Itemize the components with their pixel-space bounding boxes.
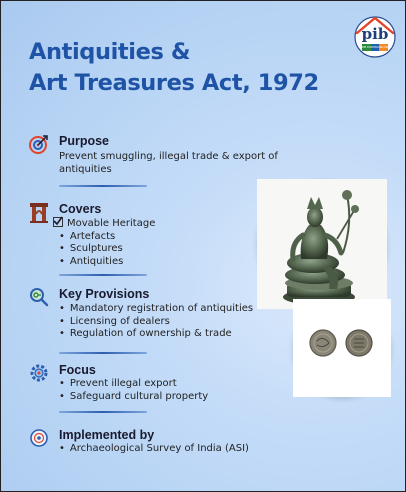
title-line-1: Antiquities &: [29, 39, 191, 65]
purpose-text: [59, 151, 278, 176]
divider: [59, 411, 147, 413]
pib-logo: [353, 13, 397, 59]
statue-image: [257, 179, 387, 309]
covers-item: • Sculptures: [59, 243, 155, 256]
page-title: [29, 37, 319, 99]
checkbox-icon: [53, 217, 63, 227]
divider: [59, 352, 147, 354]
logo-brand: pib: [361, 25, 389, 43]
focus-item: • Prevent illegal export: [59, 378, 208, 391]
covers-item: • Artefacts: [59, 231, 155, 244]
focus-list: [59, 378, 208, 403]
purpose-line-1: Prevent smuggling, illegal trade & export of: [59, 151, 278, 162]
covers-item: • Antiquities: [59, 256, 155, 269]
statue-illustration: [257, 179, 387, 309]
key-provisions-list: [59, 303, 253, 341]
covers-list: [53, 217, 155, 268]
gear-icon: [29, 363, 49, 383]
coins-image: [293, 299, 391, 397]
divider: [59, 185, 147, 187]
provision-item: • Mandatory registration of antiquities: [59, 303, 253, 316]
focus-heading: Focus: [59, 363, 96, 377]
focus-item: • Safeguard cultural property: [59, 391, 208, 404]
logo-tagline: PIB DASHBOARD INDIA: [362, 46, 392, 49]
title-line-2: Art Treasures Act, 1972: [29, 70, 319, 96]
covers-checked-item: [53, 217, 155, 231]
emblem-icon: [29, 428, 49, 448]
key-search-icon: [29, 287, 49, 307]
implemented-by-heading: Implemented by: [59, 428, 155, 442]
provision-item: • Regulation of ownership & trade: [59, 328, 253, 341]
covers-heading: Covers: [59, 202, 102, 216]
provision-item: • Licensing of dealers: [59, 316, 253, 329]
target-icon: [29, 134, 49, 154]
purpose-line-2: antiquities: [59, 163, 112, 175]
implemented-by-item: • Archaeological Survey of India (ASI): [59, 443, 249, 456]
divider: [59, 274, 147, 276]
coins-illustration: [293, 299, 391, 397]
purpose-heading: Purpose: [59, 134, 110, 148]
implemented-by-list: [59, 443, 249, 456]
key-provisions-heading: Key Provisions: [59, 287, 150, 301]
covers-checked-label: Movable Heritage: [67, 218, 156, 229]
archway-icon: [29, 202, 49, 222]
